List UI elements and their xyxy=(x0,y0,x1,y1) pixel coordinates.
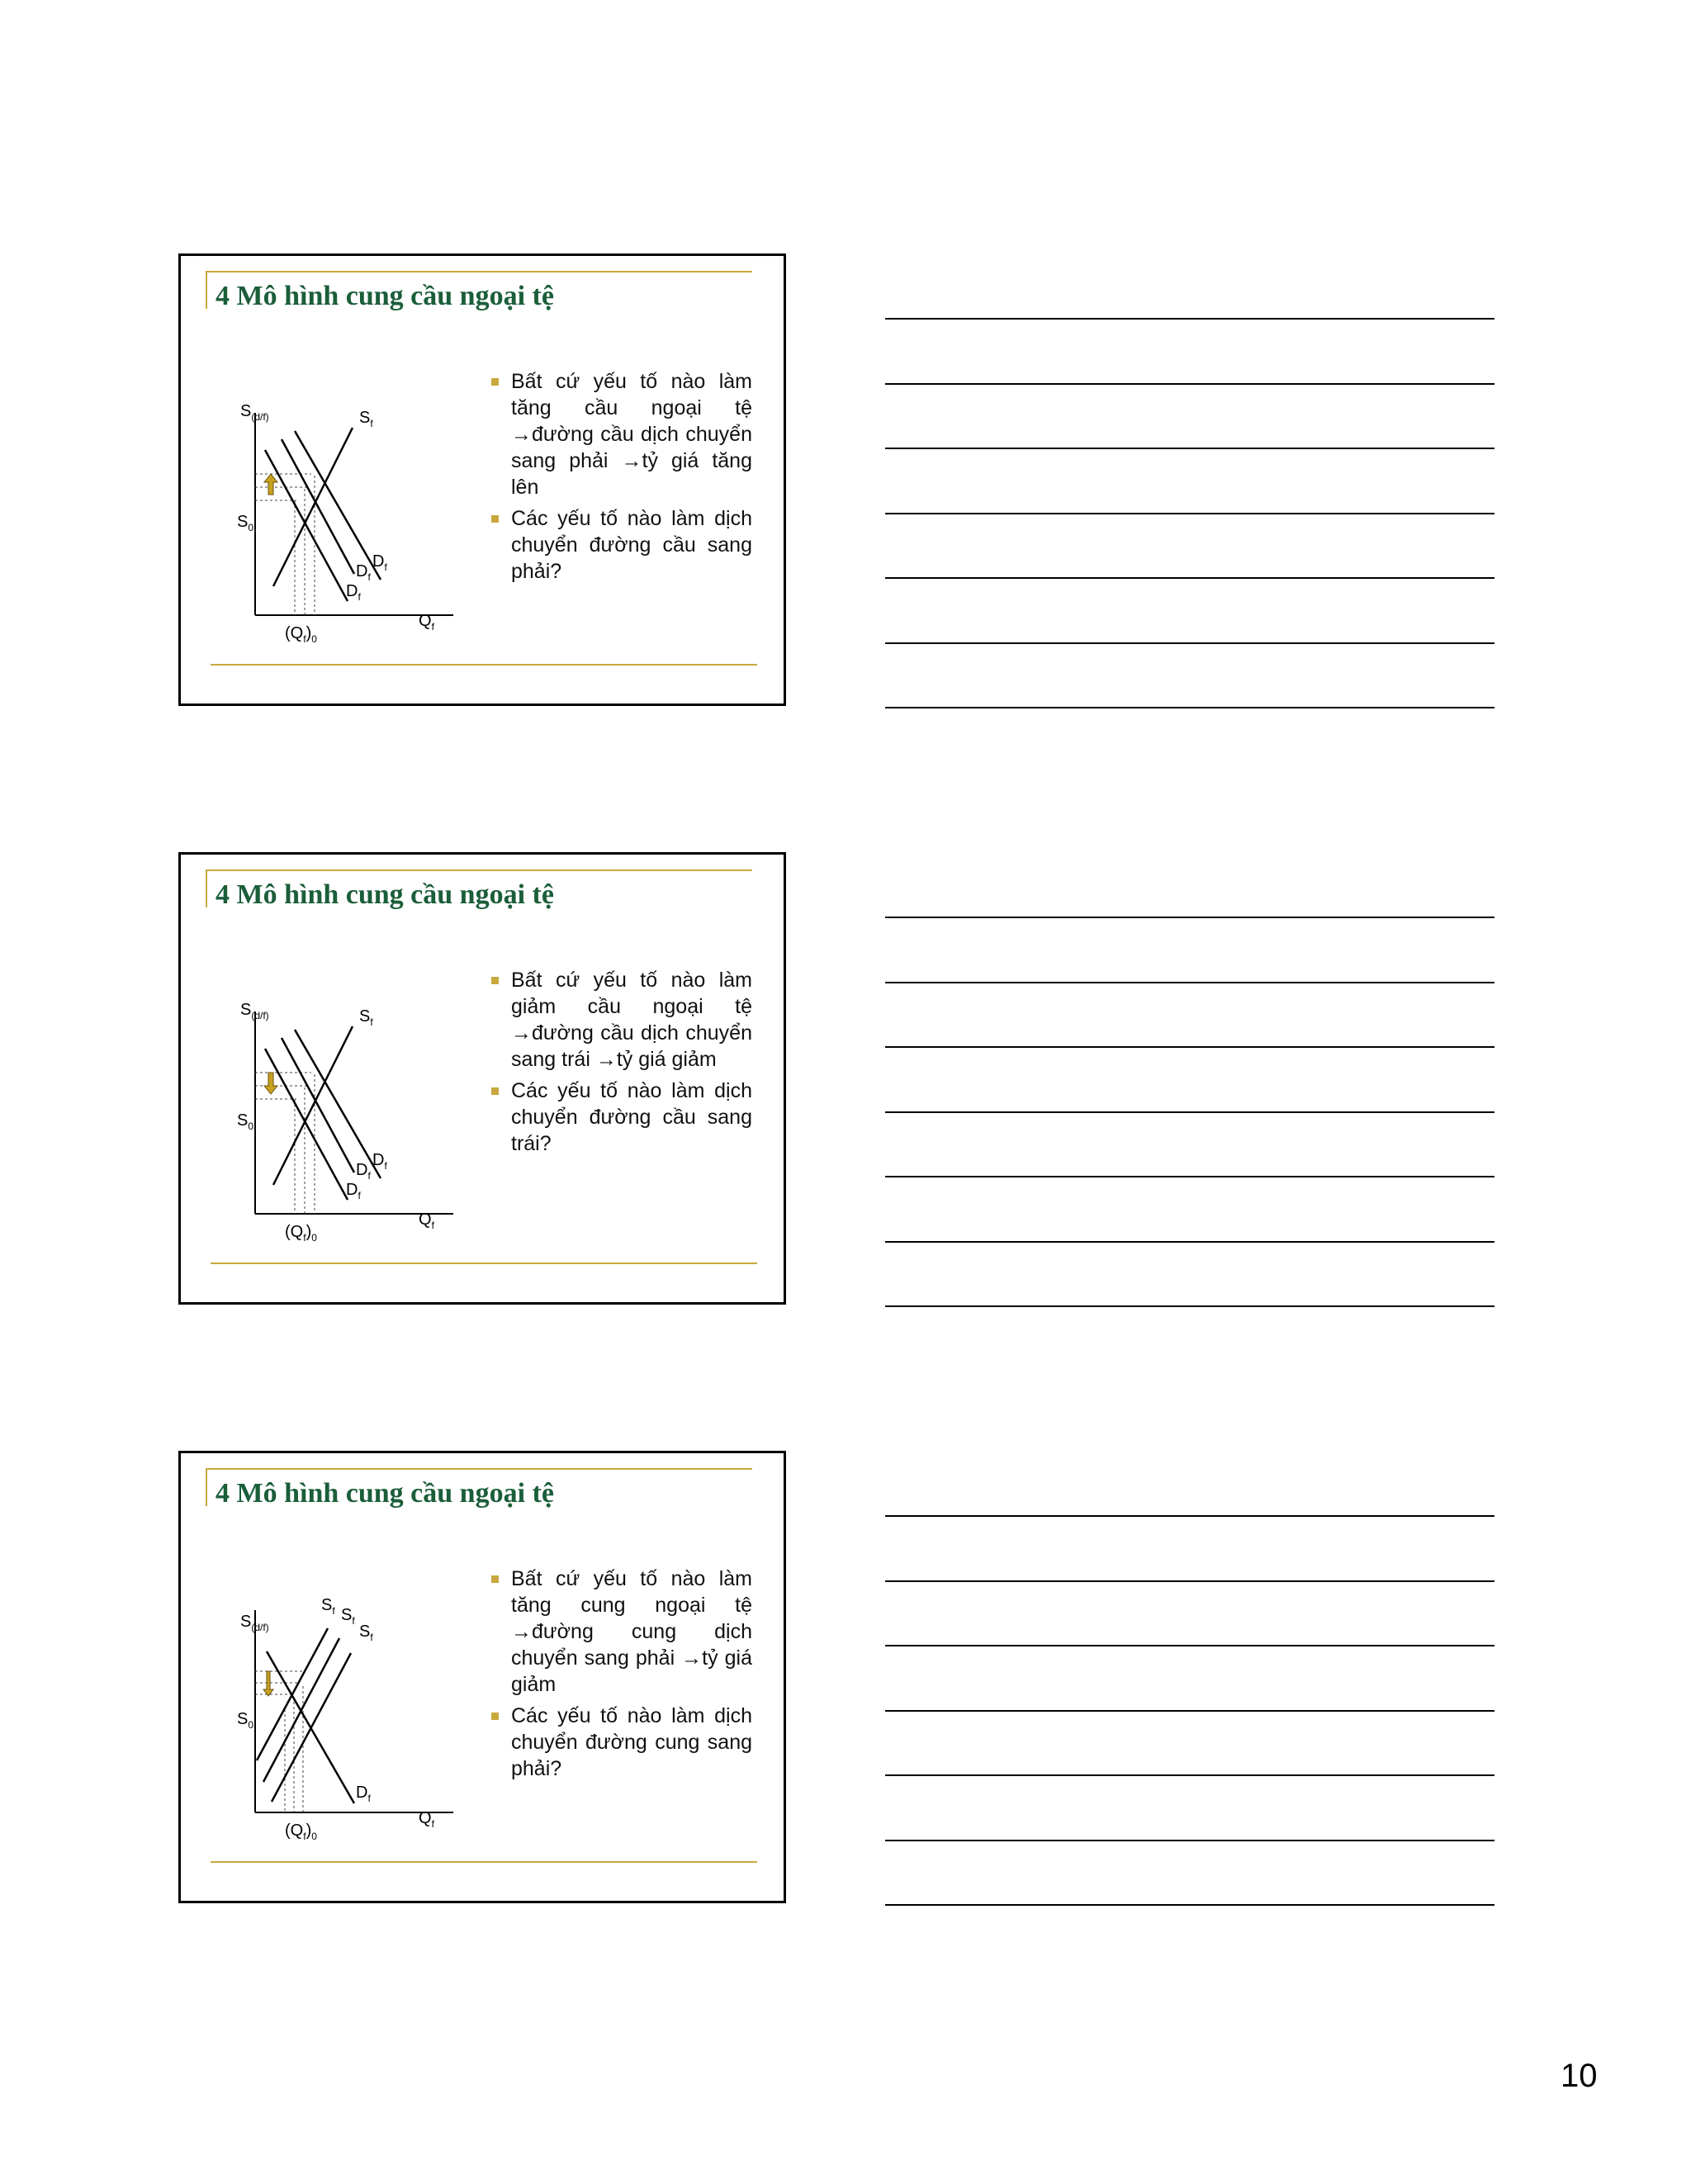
equilibrium-price-label: $S_0$ xyxy=(237,1710,254,1731)
note-line xyxy=(885,1645,1494,1646)
note-line xyxy=(885,1176,1494,1177)
title-tick xyxy=(206,1468,207,1506)
equilibrium-price-label: $S_0$ xyxy=(237,513,254,533)
bullet-item: Các yếu tố nào làm dịch chuyển đường cầu sang phải? xyxy=(491,505,752,585)
square-bullet-icon xyxy=(491,977,499,984)
note-line xyxy=(885,642,1494,644)
y-axis-label: $S_{(d/f)}$ xyxy=(240,1613,269,1633)
demand-curve-1-label: $D_f$ xyxy=(346,582,361,603)
note-line xyxy=(885,1904,1494,1906)
title-rule xyxy=(206,1468,752,1470)
note-line xyxy=(885,318,1494,320)
title-rule xyxy=(206,869,752,871)
supply-curve-3-label: $S_f$ xyxy=(359,1623,373,1643)
supply-curve xyxy=(273,1026,353,1185)
down-arrow-icon xyxy=(263,1671,273,1696)
note-line xyxy=(885,448,1494,449)
demand-curve-1-label: $D_f$ xyxy=(346,1181,361,1201)
bullet-list xyxy=(491,967,752,1157)
square-bullet-icon xyxy=(491,378,499,386)
bottom-rule xyxy=(211,1263,757,1264)
note-line xyxy=(885,1710,1494,1712)
equilibrium-quantity-label: $(Q_f)_0$ xyxy=(285,1223,317,1244)
bottom-rule xyxy=(211,1861,757,1863)
supply-curve-1-label: $S_f$ xyxy=(321,1596,335,1617)
x-axis-label: $Q_f$ xyxy=(419,1210,434,1231)
bullet-item: Bất cứ yếu tố nào làm tăng cầu ngoại tệ →đường cầu dịch chuyển sang phải →tỷ giá tăng lên xyxy=(491,368,752,500)
x-axis-label: $Q_f$ xyxy=(419,1809,434,1830)
demand-curve-2-label: $D_f$ xyxy=(356,562,371,583)
bullet-item: Các yếu tố nào làm dịch chuyển đường cầu sang trái? xyxy=(491,1078,752,1157)
square-bullet-icon xyxy=(491,1575,499,1583)
square-bullet-icon xyxy=(491,515,499,523)
bullet-list xyxy=(491,1566,752,1782)
demand-curve-3 xyxy=(295,1030,381,1178)
title-tick xyxy=(206,869,207,907)
title-tick xyxy=(206,271,207,309)
demand-curve-3-label: $D_f$ xyxy=(372,1151,387,1172)
note-line xyxy=(885,577,1494,579)
demand-curve-label: $D_f$ xyxy=(356,1784,371,1804)
supply-curve-label: $S_f$ xyxy=(359,1007,373,1028)
equilibrium-quantity-label: $(Q_f)_0$ xyxy=(285,624,317,645)
note-line xyxy=(885,982,1494,983)
y-axis-label: $S_{(d/f)}$ xyxy=(240,1001,269,1021)
bullet-item: Bất cứ yếu tố nào làm giảm cầu ngoại tệ →đường cầu dịch chuyển sang trái →tỷ giá giảm xyxy=(491,967,752,1073)
slide-title: 4 Mô hình cung cầu ngoại tệ xyxy=(216,1478,554,1509)
x-axis-label: $Q_f$ xyxy=(419,612,434,632)
title-rule xyxy=(206,271,752,272)
demand-shift-left-diagram xyxy=(206,987,470,1251)
y-axis-label: $S_{(d/f)}$ xyxy=(240,402,269,423)
note-line xyxy=(885,1840,1494,1841)
note-line xyxy=(885,383,1494,385)
bullet-item: Bất cứ yếu tố nào làm tăng cung ngoại tệ →đường cung dịch chuyển sang phải →tỷ giá giảm xyxy=(491,1566,752,1698)
bullet-list xyxy=(491,368,752,585)
demand-curve-2 xyxy=(282,1038,354,1173)
up-arrow-icon xyxy=(264,474,277,495)
note-line xyxy=(885,1580,1494,1582)
page-number: 10 xyxy=(1561,2058,1598,2094)
demand-curve-2-label: $D_f$ xyxy=(356,1161,371,1182)
slide-title: 4 Mô hình cung cầu ngoại tệ xyxy=(216,281,554,311)
slide-1 xyxy=(178,253,786,706)
note-line xyxy=(885,513,1494,514)
square-bullet-icon xyxy=(491,1087,499,1095)
note-line xyxy=(885,1046,1494,1048)
note-line xyxy=(885,1774,1494,1776)
bullet-item: Các yếu tố nào làm dịch chuyển đường cung sang phải? xyxy=(491,1703,752,1782)
note-line xyxy=(885,1111,1494,1113)
note-line xyxy=(885,1241,1494,1243)
demand-curve-3 xyxy=(295,431,381,580)
demand-curve-2 xyxy=(282,439,354,574)
slide-title: 4 Mô hình cung cầu ngoại tệ xyxy=(216,879,554,910)
note-line xyxy=(885,1515,1494,1517)
slide-3 xyxy=(178,1451,786,1903)
supply-shift-right-diagram xyxy=(206,1585,470,1850)
supply-curve-2-label: $S_f$ xyxy=(341,1606,355,1627)
bottom-rule xyxy=(211,664,757,666)
down-arrow-icon xyxy=(264,1073,277,1094)
note-line xyxy=(885,1305,1494,1307)
note-line xyxy=(885,917,1494,918)
equilibrium-quantity-label: $(Q_f)_0$ xyxy=(285,1822,317,1842)
supply-curve-label: $S_f$ xyxy=(359,409,373,429)
square-bullet-icon xyxy=(491,1713,499,1720)
note-line xyxy=(885,707,1494,708)
demand-curve xyxy=(267,1651,354,1803)
demand-curve-3-label: $D_f$ xyxy=(372,552,387,573)
equilibrium-price-label: $S_0$ xyxy=(237,1111,254,1132)
supply-curve xyxy=(273,428,353,586)
slide-2 xyxy=(178,852,786,1305)
demand-shift-right-diagram xyxy=(206,388,470,652)
